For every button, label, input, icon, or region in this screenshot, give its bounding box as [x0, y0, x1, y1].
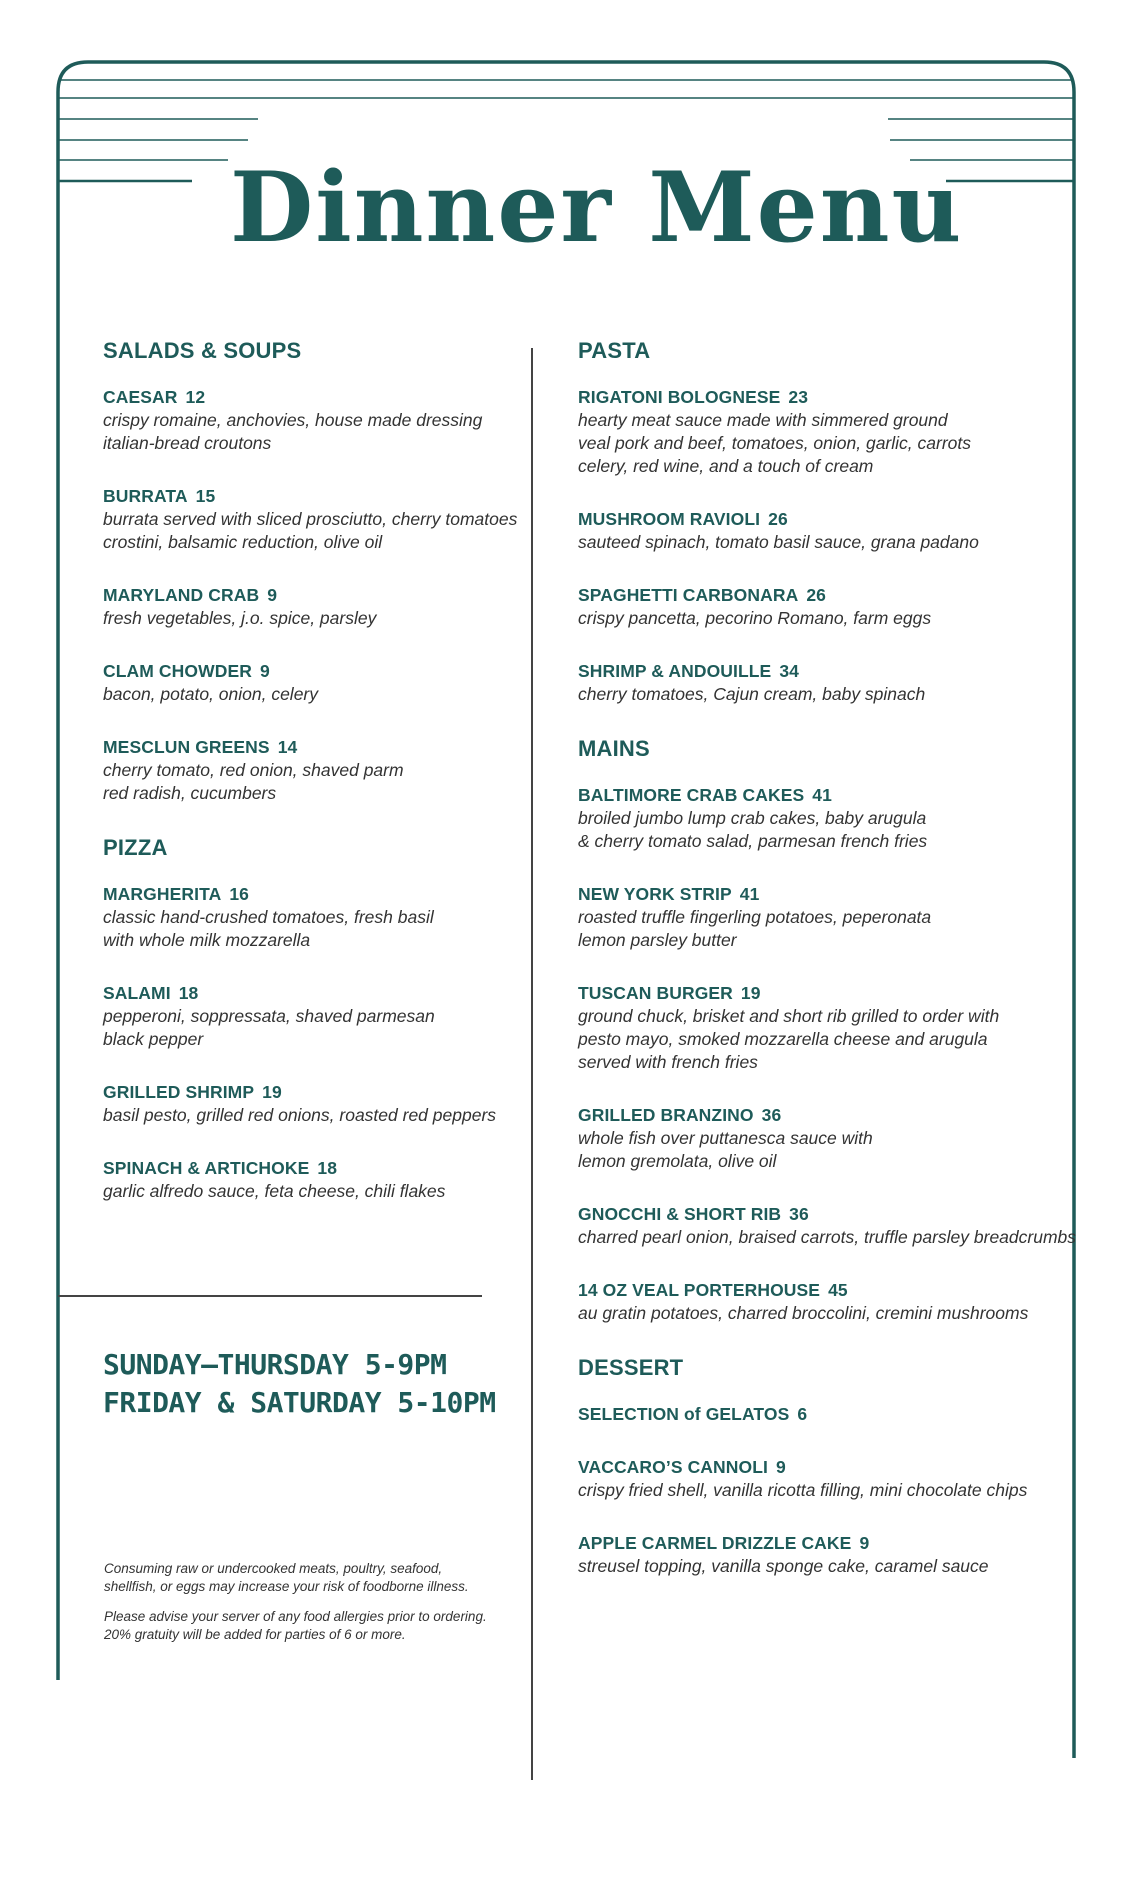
- menu-item-name: MARGHERITA: [103, 884, 222, 904]
- menu-item-price: 15: [195, 486, 216, 506]
- menu-item-description: crispy pancetta, pecorino Romano, farm eggs: [578, 608, 932, 628]
- menu-item-heading: [578, 1403, 1078, 1426]
- gratuity-notice: Please advise your server of any food allergies prior to ordering. 20% gratuity will be added for parties of 6 or more.: [104, 1609, 487, 1642]
- menu-item: [578, 1279, 1078, 1325]
- menu-item-heading: [103, 883, 523, 906]
- menu-item-heading: [103, 660, 523, 683]
- menu-item-name: GRILLED SHRIMP: [103, 1082, 255, 1102]
- menu-section: [578, 736, 1078, 1325]
- menu-item-name: MARYLAND CRAB: [103, 585, 260, 605]
- menu-item-description: fresh vegetables, j.o. spice, parsley: [103, 608, 377, 628]
- menu-item-price: 14: [277, 737, 298, 757]
- menu-item-name: CAESAR: [103, 387, 178, 407]
- menu-item-description: charred pearl onion, braised carrots, truffle parsley breadcrumbs: [578, 1227, 1077, 1247]
- menu-item: [578, 1456, 1078, 1502]
- menu-item-price: 12: [185, 387, 206, 407]
- menu-item-price: 9: [259, 661, 270, 681]
- menu-item-name: SPINACH & ARTICHOKE: [103, 1158, 310, 1178]
- menu-item-price: 6: [797, 1404, 808, 1424]
- section-title: MAINS: [578, 736, 650, 761]
- menu-item: [578, 1403, 1078, 1426]
- menu-item-name: APPLE CARMEL DRIZZLE CAKE: [578, 1533, 852, 1553]
- menu-item: [103, 883, 523, 952]
- menu-item-name: BALTIMORE CRAB CAKES: [578, 785, 805, 805]
- menu-item-description: roasted truffle fingerling potatoes, peperonata lemon parsley butter: [578, 907, 932, 950]
- menu-item-heading: [103, 386, 523, 409]
- menu-item-price: 9: [267, 585, 278, 605]
- menu-item-description: hearty meat sauce made with simmered ground veal pork and beef, tomatoes, onion, garlic, carrots celery, red wine, and a touch of cream: [578, 410, 971, 476]
- menu-item-price: 26: [806, 585, 826, 605]
- menu-item-heading: [103, 1157, 523, 1180]
- menu-item-description: burrata served with sliced prosciutto, cherry tomatoes crostini, balsamic reduction, olive oil: [103, 509, 518, 552]
- menu-item: [578, 1104, 1078, 1173]
- menu-section: [103, 338, 523, 805]
- menu-title: Dinner Menu: [230, 151, 964, 264]
- hours-weekdays: SUNDAY—THURSDAY 5-9PM: [103, 1348, 447, 1381]
- hours-weekend: FRIDAY & SATURDAY 5-10PM: [103, 1386, 496, 1419]
- menu-item-price: 9: [776, 1457, 786, 1477]
- opening-hours: [103, 1346, 503, 1422]
- menu-item-heading: [578, 1104, 1078, 1127]
- menu-item-description: crispy romaine, anchovies, house made dressing italian-bread croutons: [103, 410, 483, 453]
- section-title: SALADS & SOUPS: [103, 338, 302, 363]
- section-title: PIZZA: [103, 835, 168, 860]
- menu-item: [578, 386, 1078, 478]
- menu-item-name: MUSHROOM RAVIOLI: [578, 509, 761, 529]
- menu-item-description: crispy fried shell, vanilla ricotta filling, mini chocolate chips: [578, 1480, 1028, 1500]
- menu-item-name: 14 OZ VEAL PORTERHOUSE: [578, 1280, 821, 1300]
- menu-item-heading: [103, 485, 523, 508]
- menu-item: [103, 584, 523, 630]
- section-title: PASTA: [578, 338, 651, 363]
- menu-item-price: 23: [788, 387, 809, 407]
- menu-item-price: 19: [262, 1082, 282, 1102]
- menu-item-name: VACCARO’S CANNOLI: [578, 1457, 768, 1477]
- menu-item: [578, 784, 1078, 853]
- menu-item-price: 18: [178, 983, 199, 1003]
- menu-item-description: whole fish over puttanesca sauce with lemon gremolata, olive oil: [578, 1128, 873, 1171]
- menu-item-heading: [103, 736, 523, 759]
- menu-item: [578, 1532, 1078, 1578]
- menu-item-description: streusel topping, vanilla sponge cake, caramel sauce: [578, 1556, 989, 1576]
- menu-item-name: SALAMI: [103, 983, 171, 1003]
- menu-item-price: 36: [761, 1105, 782, 1125]
- menu-item-name: TUSCAN BURGER: [578, 983, 733, 1003]
- menu-item-heading: [103, 1081, 523, 1104]
- menu-item-price: 45: [828, 1280, 848, 1300]
- menu-section: [103, 835, 523, 1203]
- menu-item-price: 41: [739, 884, 760, 904]
- menu-item-name: SPAGHETTI CARBONARA: [578, 585, 799, 605]
- right-column: [578, 338, 1078, 1608]
- menu-item-heading: [578, 584, 1078, 607]
- menu-item: [103, 1081, 523, 1127]
- menu-item-description: sauteed spinach, tomato basil sauce, grana padano: [578, 532, 979, 552]
- menu-item-description: basil pesto, grilled red onions, roasted red peppers: [103, 1105, 497, 1125]
- menu-item-description: au gratin potatoes, charred broccolini, cremini mushrooms: [578, 1303, 1029, 1323]
- menu-item-name: BURRATA: [103, 486, 188, 506]
- menu-item-price: 26: [768, 509, 788, 529]
- menu-item-price: 16: [229, 884, 249, 904]
- menu-item: [578, 508, 1078, 554]
- menu-item: [578, 883, 1078, 952]
- menu-item-name: CLAM CHOWDER: [103, 661, 252, 681]
- section-title: DESSERT: [578, 1355, 684, 1380]
- menu-section: [578, 338, 1078, 706]
- menu-item: [578, 660, 1078, 706]
- menu-item-heading: [578, 883, 1078, 906]
- menu-item-price: 36: [789, 1204, 809, 1224]
- menu-item-description: pepperoni, soppressata, shaved parmesan black pepper: [103, 1006, 435, 1049]
- menu-item-price: 34: [779, 661, 800, 681]
- menu-item-heading: [578, 784, 1078, 807]
- menu-item-name: GNOCCHI & SHORT RIB: [578, 1204, 782, 1224]
- menu-item-price: 18: [317, 1158, 338, 1178]
- menu-item-heading: [578, 982, 1078, 1005]
- menu-item: [103, 660, 523, 706]
- menu-item-heading: [103, 982, 523, 1005]
- menu-item: [578, 1203, 1078, 1249]
- menu-item-heading: [578, 1203, 1078, 1226]
- menu-item-description: garlic alfredo sauce, feta cheese, chili flakes: [103, 1181, 446, 1201]
- menu-item-description: classic hand-crushed tomatoes, fresh basil with whole milk mozzarella: [103, 907, 434, 950]
- menu-item: [103, 1157, 523, 1203]
- menu-item: [578, 584, 1078, 630]
- left-column: [103, 338, 523, 1233]
- menu-item-name: NEW YORK STRIP: [578, 884, 732, 904]
- menu-item: [578, 982, 1078, 1074]
- menu-item-name: SELECTION of GELATOS: [578, 1404, 790, 1424]
- menu-item-heading: [578, 1456, 1078, 1479]
- menu-item-description: ground chuck, brisket and short rib grilled to order with pesto mayo, smoked mozzarella cheese and arugula served with french fries: [578, 1006, 1000, 1072]
- menu-item-description: cherry tomatoes, Cajun cream, baby spinach: [578, 684, 926, 704]
- menu-item-price: 9: [859, 1533, 870, 1553]
- menu-item-heading: [578, 1532, 1078, 1555]
- menu-item: [103, 386, 523, 455]
- menu-item-name: SHRIMP & ANDOUILLE: [578, 661, 772, 681]
- menu-item-price: 41: [812, 785, 832, 805]
- menu-item: [103, 982, 523, 1051]
- menu-item-description: broiled jumbo lump crab cakes, baby arugula & cherry tomato salad, parmesan french fries: [578, 808, 928, 851]
- menu-item-price: 19: [740, 983, 761, 1003]
- menu-item: [103, 736, 523, 805]
- menu-item-heading: [578, 660, 1078, 683]
- menu-item-description: bacon, potato, onion, celery: [103, 684, 319, 704]
- menu-item-name: MESCLUN GREENS: [103, 737, 270, 757]
- menu-item-heading: [578, 386, 1078, 409]
- menu-item-heading: [578, 508, 1078, 531]
- menu-item: [103, 485, 523, 554]
- menu-item-description: cherry tomato, red onion, shaved parm red radish, cucumbers: [103, 760, 404, 803]
- menu-item-heading: [578, 1279, 1078, 1302]
- menu-item-heading: [103, 584, 523, 607]
- menu-item-name: RIGATONI BOLOGNESE: [578, 387, 781, 407]
- menu-item-name: GRILLED BRANZINO: [578, 1105, 754, 1125]
- menu-section: [578, 1355, 1078, 1578]
- foodborne-illness-notice: Consuming raw or undercooked meats, poultry, seafood, shellfish, or eggs may increase your risk of foodborne illness.: [104, 1561, 469, 1594]
